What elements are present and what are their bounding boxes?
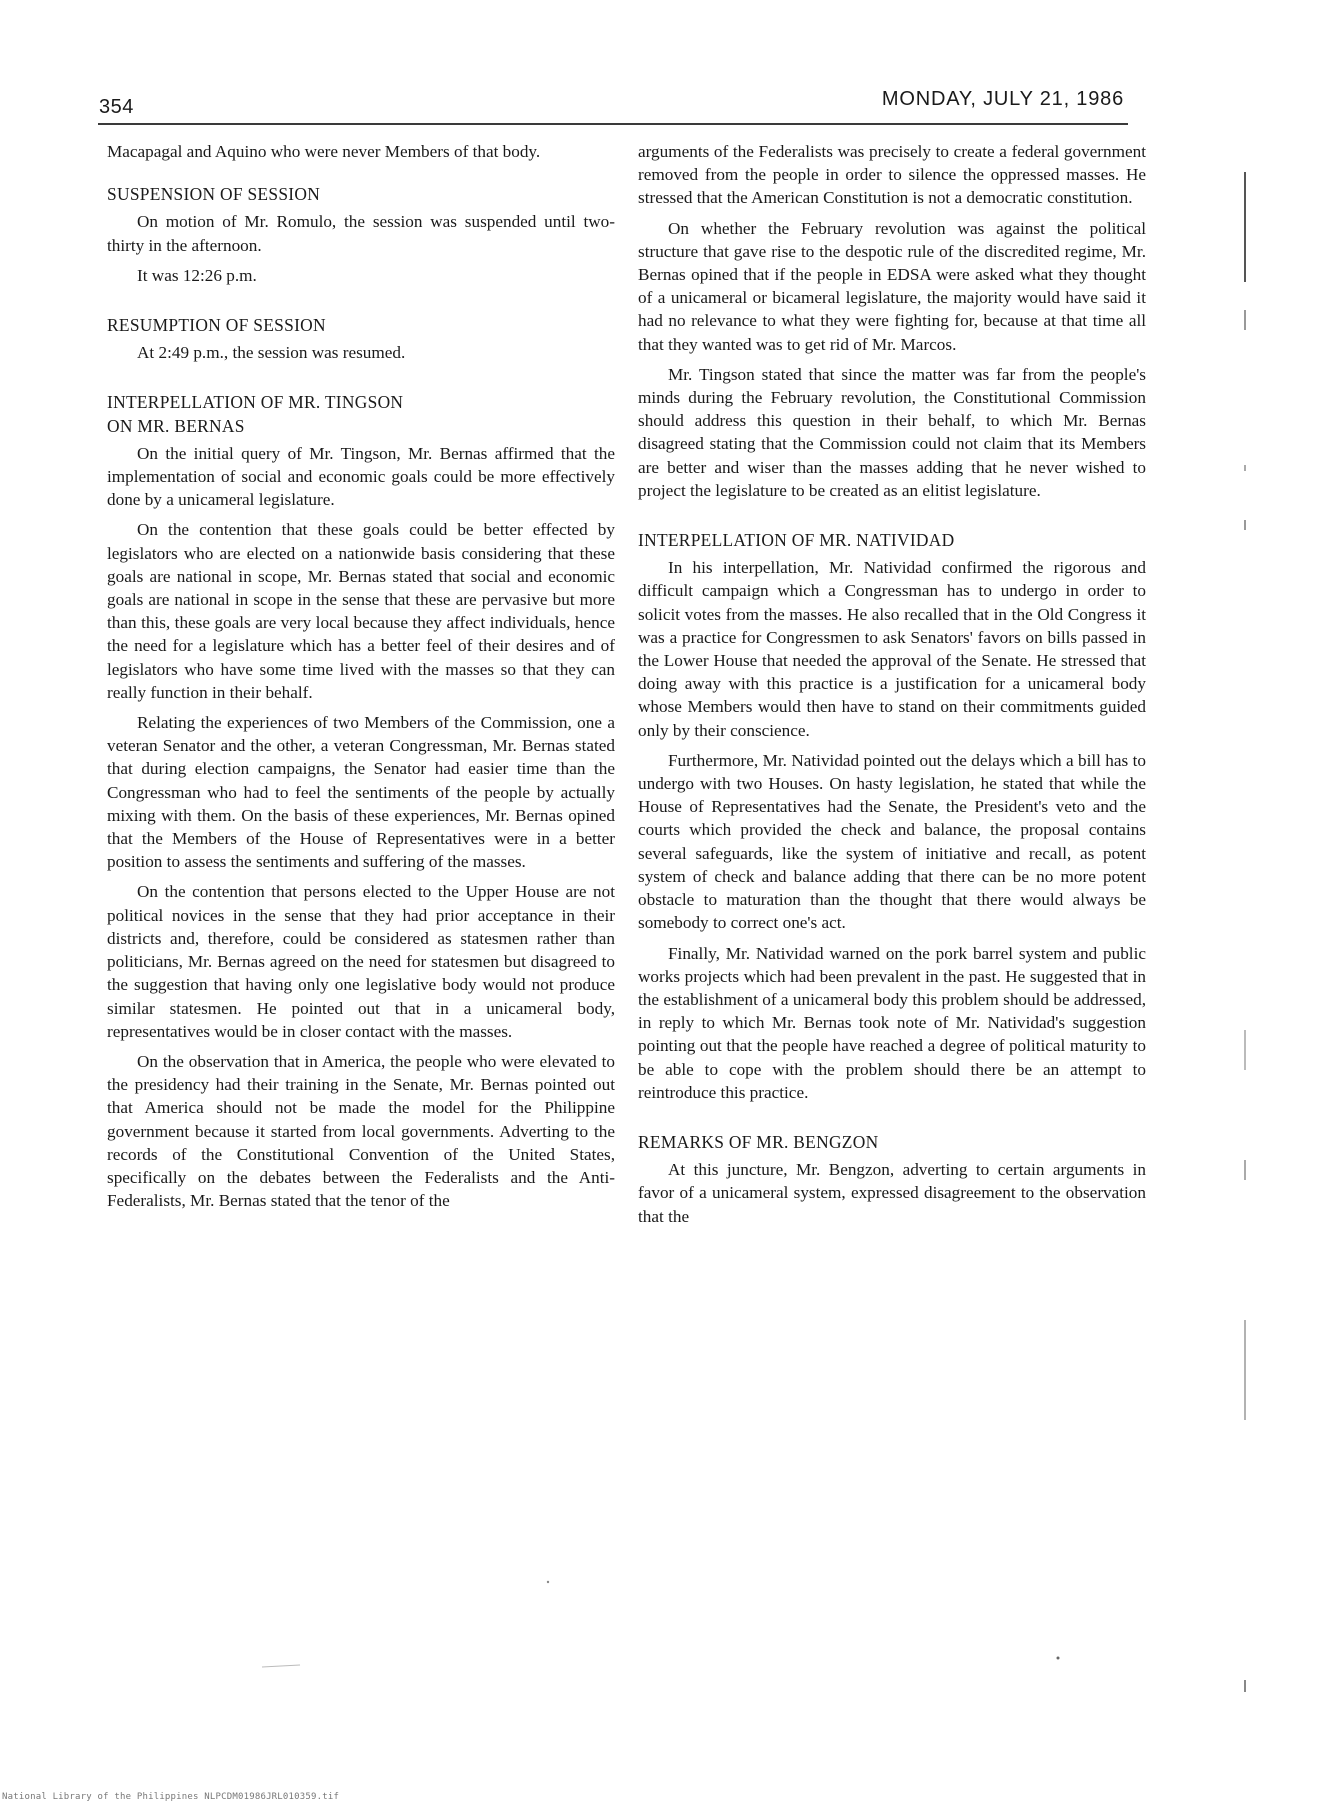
scan-mark bbox=[1244, 172, 1246, 282]
paragraph: Mr. Tingson stated that since the matter was far from the people's minds during the February revolution, the Constitutional Commission should address this question in their behalf, to which Mr. Bernas disagreed stating that the Commission could not claim that its Members are better and wiser than the masses adding that he never wished to project the legislature to be created as an elitist legislature. bbox=[638, 364, 1146, 500]
page-number: 354 bbox=[99, 96, 134, 118]
paragraph-continuation: Macapagal and Aquino who were never Members of that body. bbox=[107, 142, 541, 161]
paragraph: On the observation that in America, the people who were elevated to the presidency had their training in the Senate, Mr. Bernas pointed out that America should not be made the model for the Philippine government because it started from local governments. Adverting to the records of the Constitutional Convention of the United States, specifically on the debates between the Federalists and the Anti-Federalists, Mr. Bernas stated that the tenor of the bbox=[107, 1051, 615, 1211]
heading-remarks-bengzon: REMARKS OF MR. BENGZON bbox=[638, 1131, 879, 1152]
paragraph: Relating the experiences of two Members of the Commission, one a veteran Senator and the other, a veteran Congressman, Mr. Bernas stated that during election campaigns, the Senator had easier time than the Congressman who had to feel the sentiments of the people by actually mixing with them. On the basis of these experiences, Mr. Bernas opined that the Members of the House of Representatives were in a better position to assess the sentiments and suffering of the masses. bbox=[107, 713, 615, 872]
paragraph: On the contention that persons elected to the Upper House are not political novices in the sense that they had prior acceptance in their districts and, therefore, could be considered as statesmen rather than politicians, Mr. Bernas agreed on the need for statesmen but disagreed to the suggestion that having only one legislative body would not produce similar statesmen. He pointed out that in a unicameral body, representatives would be in closer contact with the masses. bbox=[107, 882, 615, 1041]
paragraph-time: It was 12:26 p.m. bbox=[137, 265, 257, 285]
paragraph: Furthermore, Mr. Natividad pointed out the delays which a bill has to undergo with two Houses. On hasty legislation, he stated that while the House of Representatives had the Senate, the President's veto and the courts which provided the check and balance, the proposal contains several safeguards, like the system of initiative and recall, as potent system of check and balance adding that there can be no more potent obstacle to maturation than the thought that there would always be somebody to correct one's act. bbox=[638, 750, 1146, 933]
left-column bbox=[107, 140, 615, 1219]
speck bbox=[1057, 1657, 1060, 1660]
scan-margin-marks bbox=[1240, 160, 1252, 1710]
scan-mark bbox=[1244, 1160, 1246, 1180]
paragraph: On the contention that these goals could be better effected by legislators who are elected on a nationwide basis considering that these goals are national in scope, Mr. Bernas stated that social and economic goals are national in scope in the sense that these are pervasive but more than this, these goals are very local because they affect individuals, hence the need for a legislature which has a better feel of their desires and of legislators who have some time lived with the masses so that they can really function in their behalf. bbox=[107, 520, 615, 702]
scan-mark bbox=[1244, 1030, 1246, 1070]
scan-mark bbox=[1244, 520, 1246, 530]
paragraph: In his interpellation, Mr. Natividad confirmed the rigorous and difficult campaign which a Congressman has to undergo in order to solicit votes from the masses. He also recalled that in the Old Congress it was a practice for Congressmen to ask Senators' favors on bills passed in the Lower House that needed the approval of the Senate. He stressed that doing away with this practice is a justification for a unicameral body whose Members would then have to stand on their commitments guided only by their conscience. bbox=[638, 558, 1146, 740]
paragraph: At this juncture, Mr. Bengzon, adverting to certain arguments in favor of a unicameral system, expressed disagreement to the observation that the bbox=[638, 1160, 1146, 1226]
heading-interpellation-natividad: INTERPELLATION OF MR. NATIVIDAD bbox=[638, 530, 955, 551]
paragraph-continuation: arguments of the Federalists was precisely to create a federal government removed from the people in order to silence the oppressed masses. He stressed that the American Constitution is not a democratic constitution. bbox=[638, 142, 1146, 208]
heading-resumption-of-session: RESUMPTION OF SESSION bbox=[107, 315, 326, 336]
paragraph: On the initial query of Mr. Tingson, Mr. Bernas affirmed that the implementation of social and economic goals could be more effectively done by a unicameral legislature. bbox=[107, 443, 615, 510]
paragraph: On whether the February revolution was against the political structure that gave rise to the despotic rule of the discredited regime, Mr. Bernas opined that if the people in EDSA were asked what they thought of a unicameral or bicameral legislature, the majority would have said it had no relevance to what they were fighting for, because at that time all that they wanted was to get rid of Mr. Marcos. bbox=[638, 218, 1146, 354]
header-rule bbox=[98, 123, 1128, 125]
paragraph-resumption: At 2:49 p.m., the session was resumed. bbox=[137, 343, 406, 363]
page-date: MONDAY, JULY 21, 1986 bbox=[881, 88, 1124, 110]
scan-mark bbox=[1244, 465, 1246, 471]
scan-mark bbox=[1244, 310, 1246, 330]
heading-suspension-of-session: SUSPENSION OF SESSION bbox=[107, 184, 321, 205]
heading-line: ON MR. BERNAS bbox=[107, 415, 245, 436]
speck bbox=[547, 1581, 549, 1583]
heading-interpellation-tingson bbox=[107, 391, 615, 437]
scan-footer: National Library of the Philippines NLPCDM01986JRL010359.tif bbox=[2, 1792, 340, 1802]
scan-mark bbox=[1244, 1680, 1246, 1692]
paragraph: Finally, Mr. Natividad warned on the pork barrel system and public works projects which had been prevalent in the past. He suggested that in the establishment of a unicameral body this problem should be addressed, in reply to which Mr. Bernas took note of Mr. Natividad's suggestion pointing out that the people have reached a degree of political maturity to be able to cope with the problem should there be an attempt to reintroduce this practice. bbox=[638, 943, 1146, 1102]
heading-line: INTERPELLATION OF MR. TINGSON bbox=[107, 392, 404, 413]
speck bbox=[262, 1665, 300, 1667]
scan-mark bbox=[1244, 1320, 1246, 1420]
right-column bbox=[638, 140, 1146, 1235]
paragraph-suspension: On motion of Mr. Romulo, the session was suspended until two-thirty in the afternoon. bbox=[107, 212, 615, 255]
